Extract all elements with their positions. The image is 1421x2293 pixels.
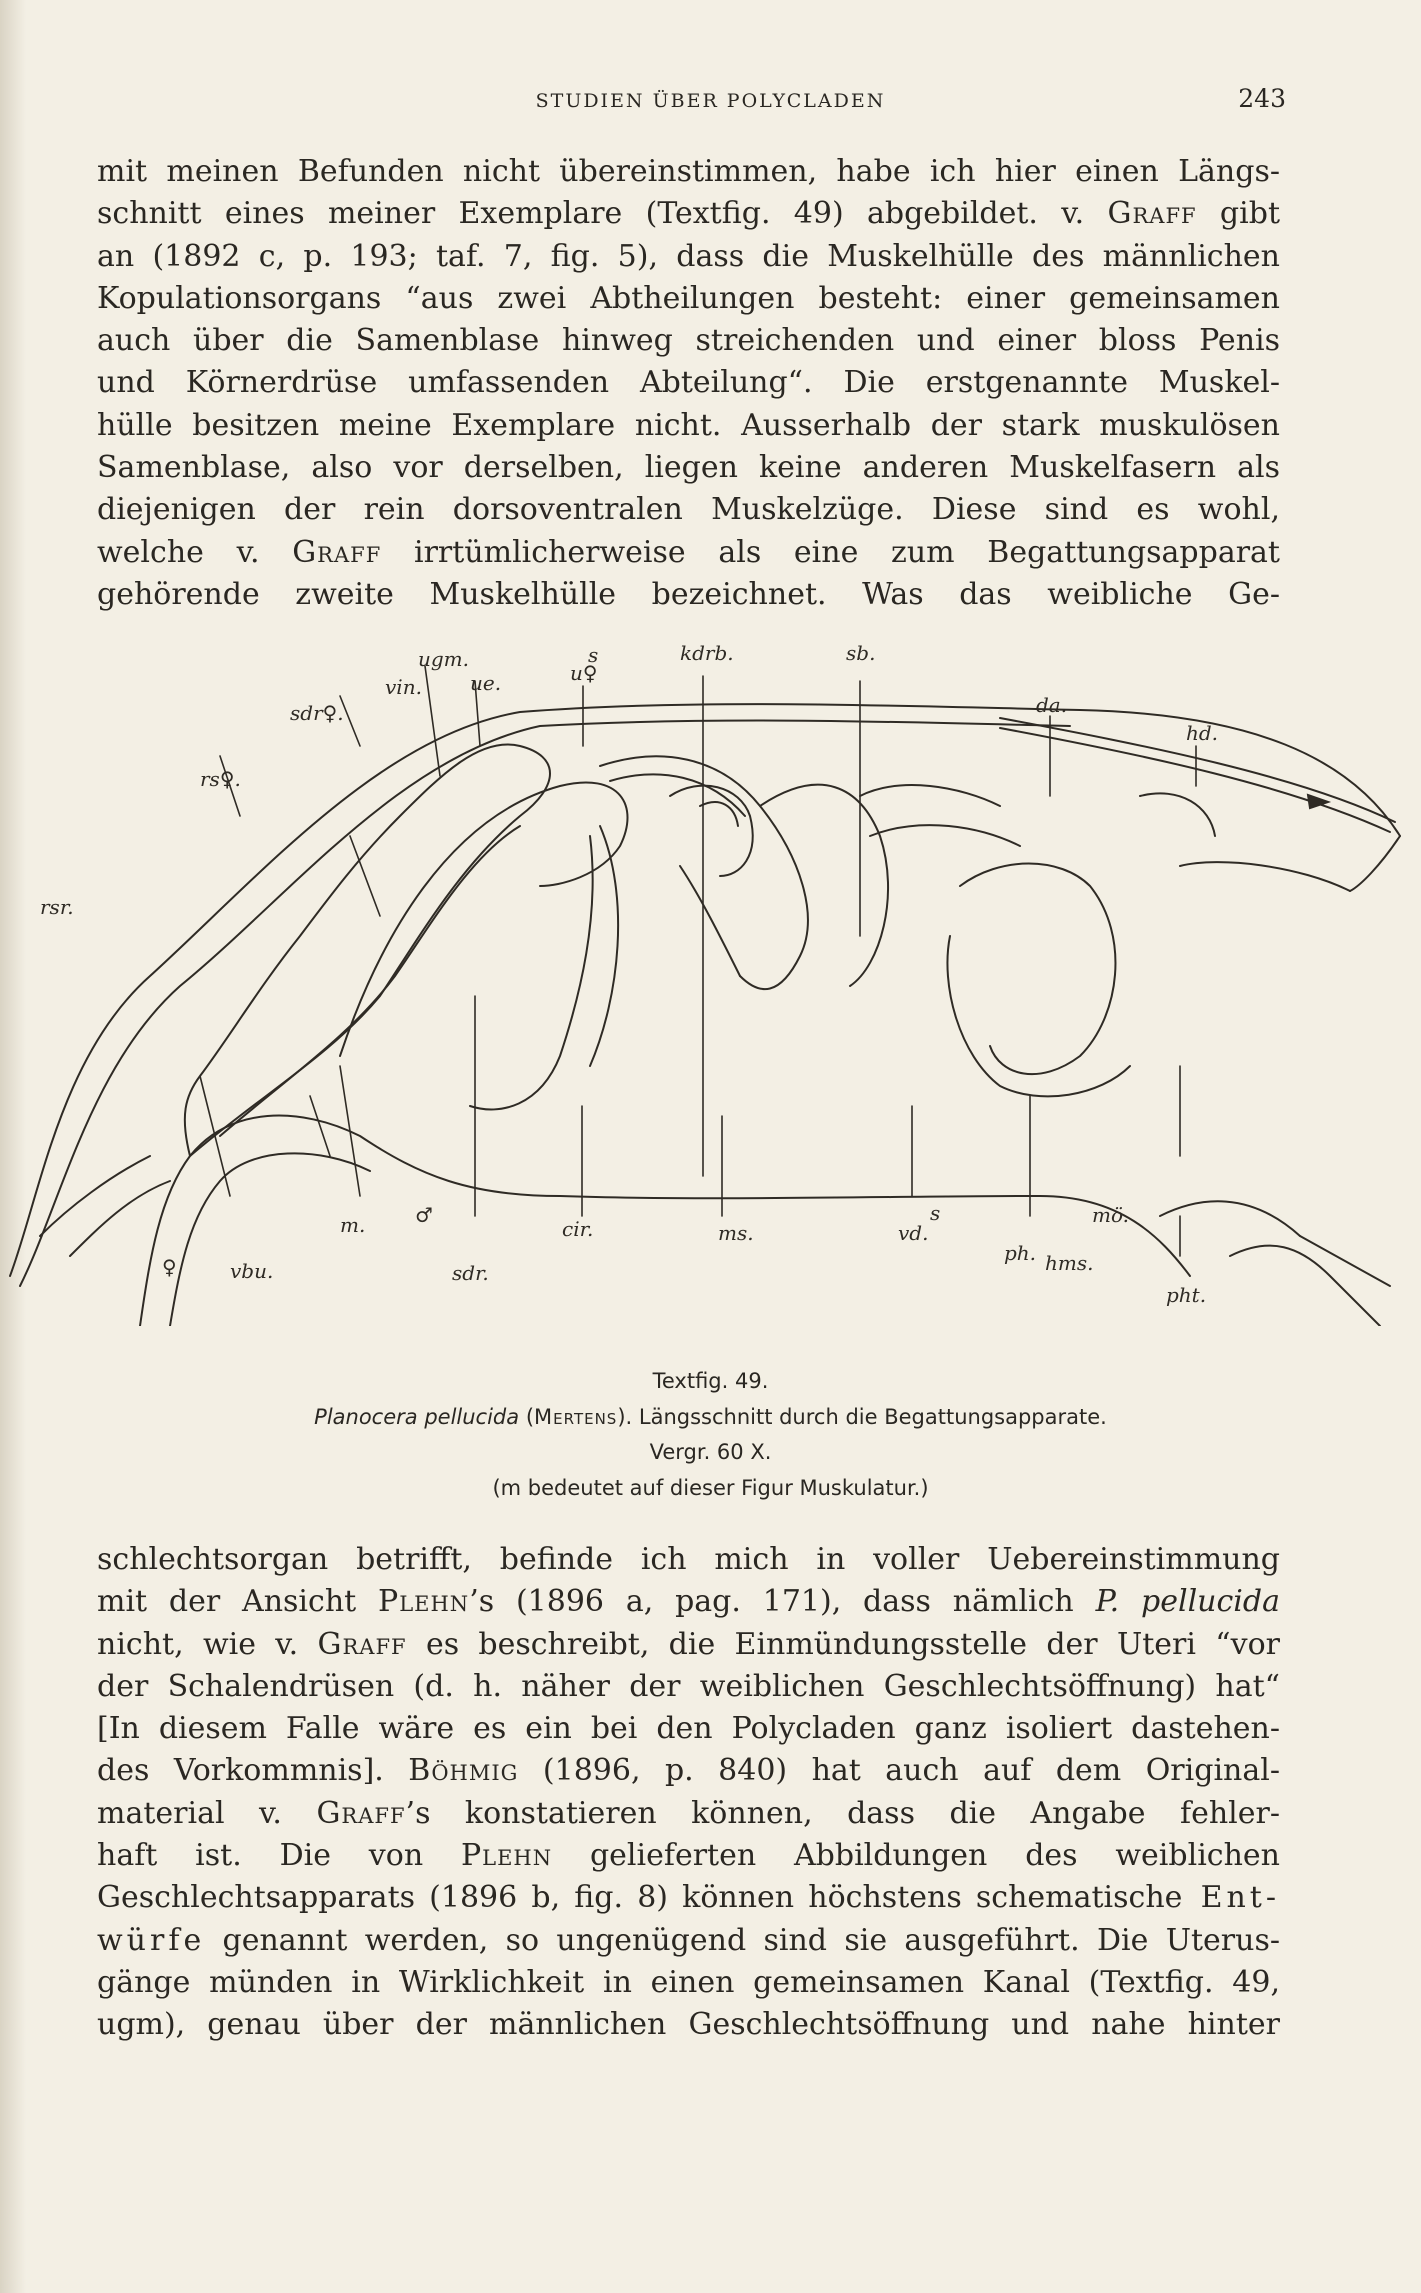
text-line: des Vorkommnis]. Böhmig (1896, p. 840) hat auch auf dem Original-	[97, 1753, 1280, 1789]
text-line: Geschlechtsapparats (1896 b, fig. 8) können höchstens schematische Ent-	[97, 1880, 1280, 1916]
author-name: Mertens	[534, 1405, 618, 1429]
figure-labels	[40, 641, 1218, 1307]
author-name: Plehn	[378, 1584, 470, 1620]
fig-label: ♀	[162, 1255, 177, 1279]
page-number: 243	[1238, 84, 1286, 113]
paragraph-bottom	[97, 1539, 1280, 2047]
text-line: schnitt eines meiner Exemplare (Textfig. 49) abgebildet. v. Graff gibt	[97, 196, 1280, 232]
fig-label: rs♀.	[200, 767, 241, 791]
fig-label: hd.	[1186, 721, 1219, 745]
text-line: diejenigen der rein dorsoventralen Muskelzüge. Diese sind es wohl,	[97, 492, 1280, 528]
text-line: auch über die Samenblase hinweg streichenden und einer bloss Penis	[97, 323, 1280, 359]
figure-magnification: Vergr. 60 X.	[649, 1440, 772, 1464]
text-line: schlechtsorgan betrifft, befinde ich mich in voller Uebereinstimmung	[97, 1542, 1280, 1577]
fig-label: rsr.	[40, 895, 74, 919]
fig-label: ms.	[718, 1221, 754, 1245]
fig-label: s	[930, 1201, 941, 1225]
text-line: [In diesem Falle wäre es ein bei den Polycladen ganz isoliert dastehen-	[97, 1711, 1280, 1747]
author-name: Graff	[1107, 196, 1197, 232]
text-line: haft ist. Die von Plehn gelieferten Abbildungen des weiblichen	[97, 1838, 1280, 1874]
text-line: der Schalendrüsen (d. h. näher der weiblichen Geschlechtsöffnung) hat“	[97, 1668, 1280, 1704]
pointer-lines	[200, 666, 1196, 1256]
fig-label: sdr.	[452, 1261, 489, 1285]
running-head	[0, 84, 1421, 118]
fig-label: pht.	[1166, 1283, 1207, 1307]
author-name: Plehn	[460, 1838, 553, 1874]
figure-number: Textfig. 49.	[652, 1369, 769, 1393]
text-line: gehörende zweite Muskelhülle bezeichnet. Was das weibliche Ge-	[97, 576, 1280, 612]
running-head-title: STUDIEN ÜBER POLYCLADEN	[535, 90, 886, 112]
fig-label: sb.	[846, 641, 876, 665]
text-line: hülle besitzen meine Exemplare nicht. Ausserhalb der stark muskulösen	[97, 407, 1280, 443]
species-name: Planocera pellucida	[314, 1405, 520, 1429]
text-line: welche v. Graff irrtümlicherweise als eine zum Begattungsapparat	[97, 534, 1280, 570]
text-line: material v. Graff’s konstatieren können, dass die Angabe fehler-	[97, 1795, 1280, 1831]
fig-label: hms.	[1045, 1251, 1094, 1275]
text-line: würfe genannt werden, so ungenügend sind sie ausgeführt. Die Uterus-	[97, 1922, 1280, 1958]
textfig-49-drawing	[0, 636, 1421, 1326]
species-name: P. pellucida	[1095, 1584, 1280, 1620]
text-line: an (1892 c, p. 193; taf. 7, fig. 5), dass die Muskelhülle des männlichen	[97, 238, 1280, 274]
fig-label: mö.	[1092, 1203, 1130, 1227]
text-line: und Körnerdrüse umfassenden Abteilung“. Die erstgenannte Muskel-	[97, 365, 1280, 401]
author-name: Graff	[317, 1626, 407, 1662]
spaced-text: Ent-	[1182, 1880, 1280, 1916]
fig-label: kdrb.	[680, 641, 734, 665]
fig-label: ph.	[1004, 1241, 1037, 1265]
text-line: nicht, wie v. Graff es beschreibt, die Einmündungsstelle der Uteri “vor	[97, 1626, 1280, 1662]
fig-label: ugm.	[418, 647, 470, 671]
author-name: Böhmig	[408, 1753, 519, 1789]
fig-label: cir.	[562, 1217, 594, 1241]
fig-label: s	[588, 643, 599, 667]
female-apparatus	[947, 793, 1215, 1096]
author-name: Graff	[316, 1795, 406, 1831]
figure-caption-line: Planocera pellucida (Mertens). Längsschnitt durch die Begattungsapparate.	[314, 1405, 1107, 1429]
fig-label: ♂	[415, 1203, 433, 1227]
seminal-vesicle	[670, 785, 1020, 876]
text-line: mit der Ansicht Plehn’s (1896 a, pag. 171), dass nämlich P. pellucida	[97, 1584, 1280, 1620]
text-line: Samenblase, also vor derselben, liegen keine anderen Muskelfasern als	[97, 450, 1280, 486]
author-name: Graff	[292, 534, 382, 570]
text-line: mit meinen Befunden nicht übereinstimmen, habe ich hier einen Längs-	[97, 154, 1280, 189]
fig-label: m.	[340, 1213, 366, 1237]
male-copulatory-organ	[185, 744, 888, 1156]
fig-label: vin.	[385, 675, 422, 699]
fig-label: vbu.	[230, 1259, 274, 1283]
text-line: gänge münden in Wirklichkeit in einen gemeinsamen Kanal (Textfig. 49,	[97, 1964, 1280, 2000]
paragraph-top	[97, 151, 1280, 616]
fig-label: sdr♀.	[290, 701, 344, 725]
fig-label: da.	[1036, 693, 1068, 717]
fig-label: u♀	[570, 661, 598, 685]
spaced-text: würfe	[97, 1922, 206, 1958]
text-line: ugm), genau über der männlichen Geschlechtsöffnung und nahe hinter	[97, 2007, 1280, 2043]
figure-note: (m bedeutet auf dieser Figur Muskulatur.)	[492, 1476, 929, 1500]
fig-label: vd.	[898, 1221, 929, 1245]
fig-label: ue.	[470, 671, 502, 695]
text-line: Kopulationsorgans “aus zwei Abtheilungen besteht: einer gemeinsamen	[97, 280, 1280, 316]
